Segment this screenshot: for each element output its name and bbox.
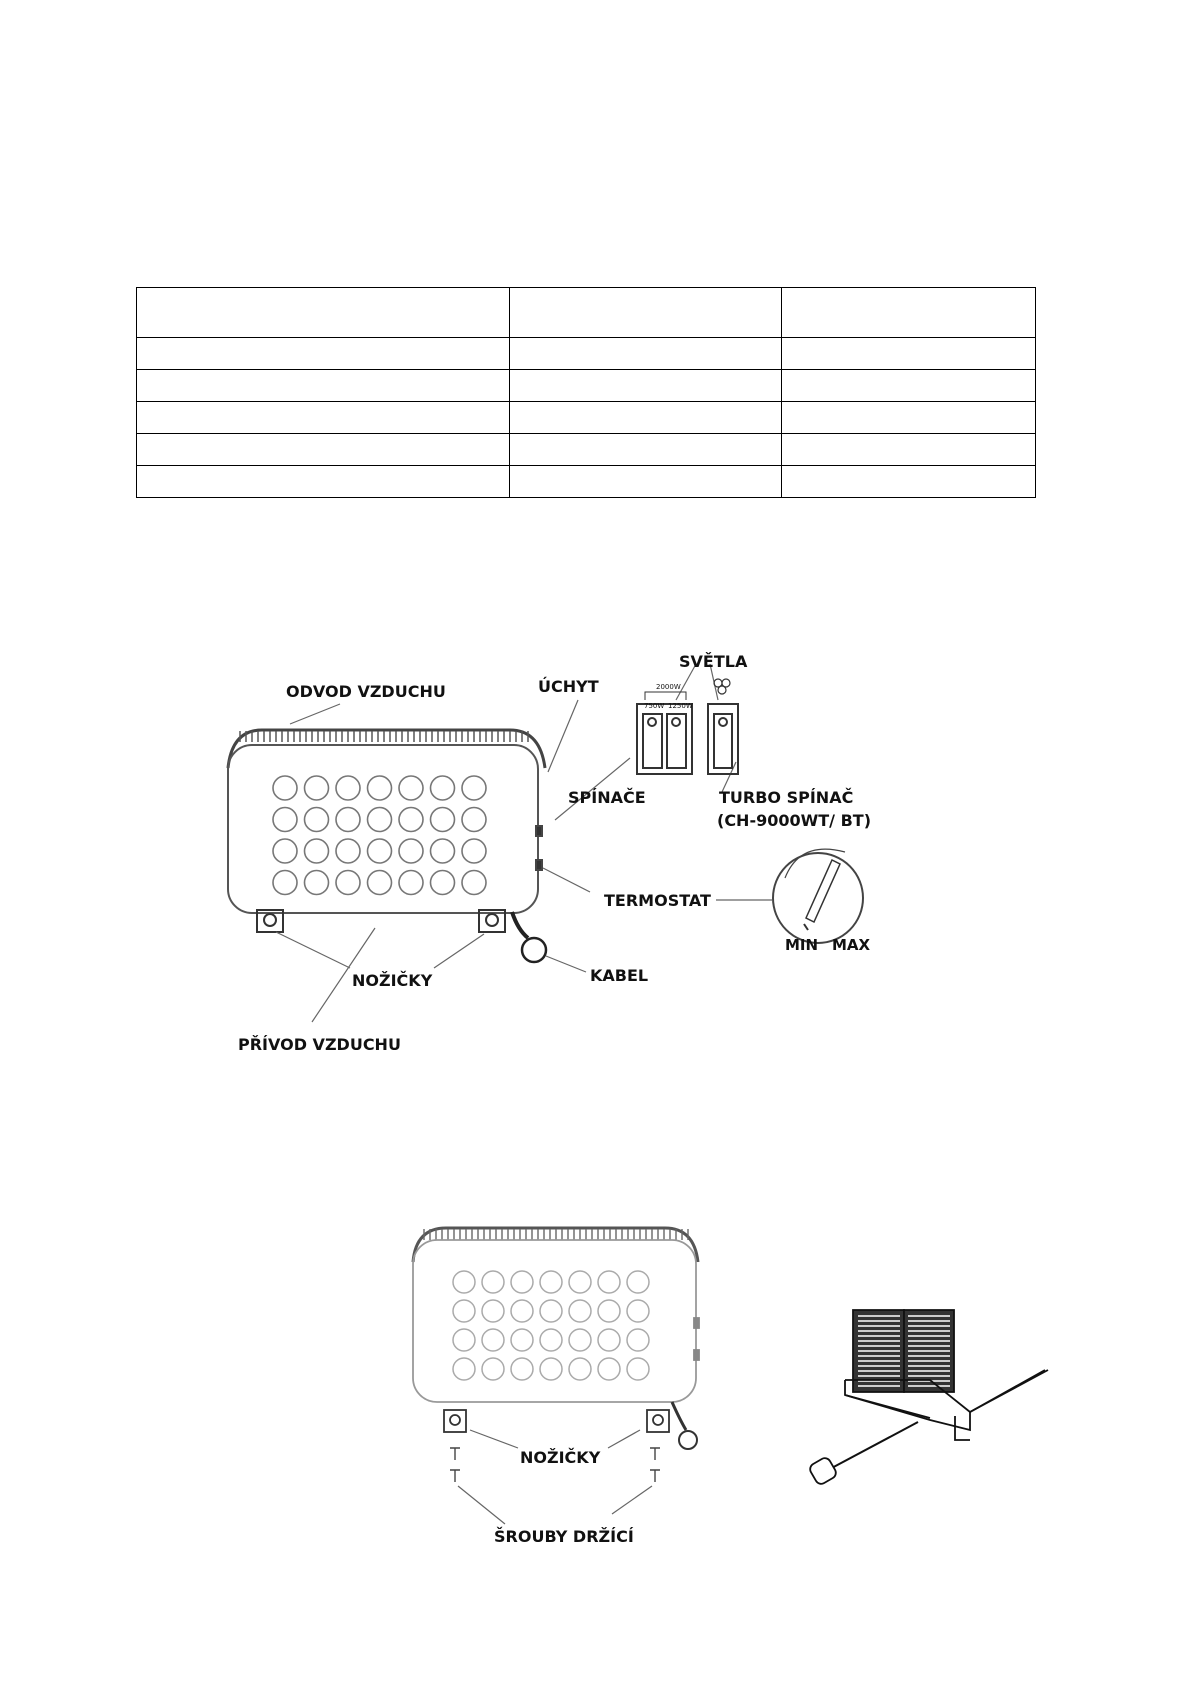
label-air-inlet: PŘÍVOD VZDUCHU <box>238 1035 401 1054</box>
label-min: MIN <box>785 936 819 954</box>
label-feet: NOŽIČKY <box>520 1448 601 1467</box>
label-cable: KABEL <box>590 966 649 985</box>
label-turbo-switch: TURBO SPÍNAČ <box>719 788 854 807</box>
foot-detail-illustration <box>808 1310 1048 1486</box>
plug <box>679 1431 697 1449</box>
label-switches: SPÍNAČE <box>568 788 646 807</box>
foot-right <box>647 1410 669 1432</box>
rating-750w: 750W <box>644 702 665 710</box>
label-feet: NOŽIČKY <box>352 971 433 990</box>
rating-2000w: 2000W <box>656 683 681 691</box>
rating-1250w: 1250W <box>668 702 693 710</box>
label-handle: ÚCHYT <box>538 677 599 696</box>
label-screws: ŠROUBY DRŽÍCÍ <box>494 1527 634 1546</box>
label-max: MAX <box>832 936 871 954</box>
screwdriver-icon <box>828 1422 918 1470</box>
foot-left <box>444 1410 466 1432</box>
label-air-outlet: ODVOD VZDUCHU <box>286 682 446 701</box>
label-turbo-models: (CH-9000WT/ BT) <box>717 811 872 830</box>
label-thermostat: TERMOSTAT <box>604 891 711 910</box>
label-lights: SVĚTLA <box>679 652 748 671</box>
front-panel-circles <box>453 1271 649 1380</box>
